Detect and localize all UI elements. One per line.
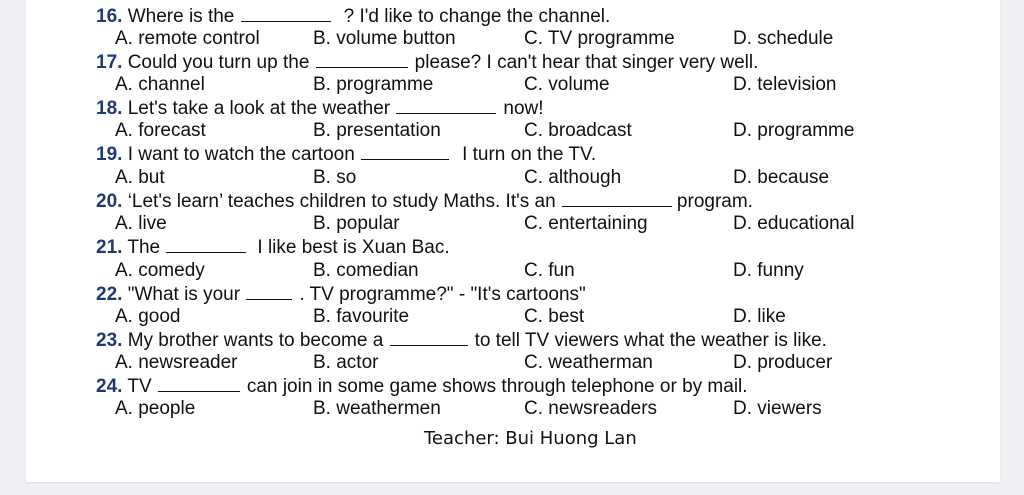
question-text-before: ‘Let's learn’ teaches children to study Maths. It's an xyxy=(127,191,556,212)
question-number: 22. xyxy=(96,284,123,305)
question-number: 19. xyxy=(96,144,123,165)
question-text-before: I want to watch the cartoon xyxy=(127,144,355,165)
question-text-after: . TV programme?" - "It's cartoons" xyxy=(299,284,586,305)
question-text-before: "What is your xyxy=(127,284,241,305)
option-d[interactable]: D. programme xyxy=(733,120,855,141)
option-a[interactable]: A. forecast xyxy=(115,120,206,141)
option-b[interactable]: B. weathermen xyxy=(313,398,441,419)
question-text-before: Let's take a look at the weather xyxy=(127,98,391,119)
options-row xyxy=(26,167,1000,189)
question-21 xyxy=(96,236,450,259)
question-text-before: The xyxy=(127,237,161,258)
option-c[interactable]: C. entertaining xyxy=(524,213,648,234)
teacher-credit: Teacher: Bui Huong Lan xyxy=(424,428,637,449)
question-number: 16. xyxy=(96,6,123,27)
option-d[interactable]: D. like xyxy=(733,306,786,327)
options-row xyxy=(26,260,1000,282)
option-a[interactable]: A. comedy xyxy=(115,260,205,281)
options-row xyxy=(26,398,1000,420)
question-19 xyxy=(96,143,596,166)
question-20 xyxy=(96,190,753,213)
option-c[interactable]: C. newsreaders xyxy=(524,398,658,419)
question-text-after: to tell TV viewers what the weather is like. xyxy=(474,330,827,351)
option-b[interactable]: B. so xyxy=(313,167,357,188)
question-text-before: Where is the xyxy=(127,6,235,27)
option-d[interactable]: D. television xyxy=(733,74,837,95)
question-number: 20. xyxy=(96,191,123,212)
answer-blank[interactable] xyxy=(166,236,246,253)
answer-blank[interactable] xyxy=(158,375,240,392)
answer-blank[interactable] xyxy=(316,51,408,68)
answer-blank[interactable] xyxy=(246,283,292,300)
question-text-after: please? I can't hear that singer very well. xyxy=(414,52,759,73)
question-22 xyxy=(96,283,586,306)
options-row xyxy=(26,120,1000,142)
option-a[interactable]: A. good xyxy=(115,306,181,327)
option-a[interactable]: A. people xyxy=(115,398,196,419)
option-b[interactable]: B. actor xyxy=(313,352,379,373)
option-d[interactable]: D. because xyxy=(733,167,830,188)
option-d[interactable]: D. schedule xyxy=(733,28,834,49)
option-c[interactable]: C. broadcast xyxy=(524,120,632,141)
question-23 xyxy=(96,329,827,352)
question-text-after: ? I'd like to change the channel. xyxy=(343,6,611,27)
option-b[interactable]: B. comedian xyxy=(313,260,419,281)
option-d[interactable]: D. funny xyxy=(733,260,804,281)
option-c[interactable]: C. volume xyxy=(524,74,610,95)
option-b[interactable]: B. volume button xyxy=(313,28,456,49)
question-number: 21. xyxy=(96,237,123,258)
question-18 xyxy=(96,97,544,120)
option-b[interactable]: B. popular xyxy=(313,213,400,234)
question-text-after: can join in some game shows through telephone or by mail. xyxy=(246,376,748,397)
question-number: 17. xyxy=(96,52,123,73)
answer-blank[interactable] xyxy=(562,190,672,207)
options-row xyxy=(26,28,1000,50)
answer-blank[interactable] xyxy=(361,143,449,160)
option-d[interactable]: D. viewers xyxy=(733,398,822,419)
question-text-before: Could you turn up the xyxy=(127,52,310,73)
option-c[interactable]: C. although xyxy=(524,167,622,188)
option-a[interactable]: A. live xyxy=(115,213,167,234)
options-row xyxy=(26,352,1000,374)
question-text-after: program. xyxy=(676,191,753,212)
question-number: 24. xyxy=(96,376,123,397)
answer-blank[interactable] xyxy=(241,5,331,22)
option-b[interactable]: B. presentation xyxy=(313,120,441,141)
option-c[interactable]: C. TV programme xyxy=(524,28,675,49)
question-16 xyxy=(96,5,610,28)
question-number: 23. xyxy=(96,330,123,351)
option-b[interactable]: B. favourite xyxy=(313,306,410,327)
question-text-after: I like best is Xuan Bac. xyxy=(257,237,450,258)
option-a[interactable]: A. but xyxy=(115,167,165,188)
question-text-before: My brother wants to become a xyxy=(127,330,384,351)
option-c[interactable]: C. weatherman xyxy=(524,352,653,373)
option-c[interactable]: C. fun xyxy=(524,260,575,281)
option-d[interactable]: D. producer xyxy=(733,352,833,373)
option-a[interactable]: A. newsreader xyxy=(115,352,238,373)
option-b[interactable]: B. programme xyxy=(313,74,434,95)
question-text-after: now! xyxy=(503,98,544,119)
answer-blank[interactable] xyxy=(396,97,496,114)
options-row xyxy=(26,74,1000,96)
question-text-before: TV xyxy=(127,376,152,397)
option-a[interactable]: A. remote control xyxy=(115,28,260,49)
worksheet-page xyxy=(26,0,1000,482)
option-a[interactable]: A. channel xyxy=(115,74,205,95)
question-text-after: I turn on the TV. xyxy=(462,144,597,165)
answer-blank[interactable] xyxy=(390,329,468,346)
options-row xyxy=(26,306,1000,328)
option-d[interactable]: D. educational xyxy=(733,213,855,234)
question-24 xyxy=(96,375,748,398)
question-17 xyxy=(96,51,758,74)
question-number: 18. xyxy=(96,98,123,119)
options-row xyxy=(26,213,1000,235)
option-c[interactable]: C. best xyxy=(524,306,585,327)
